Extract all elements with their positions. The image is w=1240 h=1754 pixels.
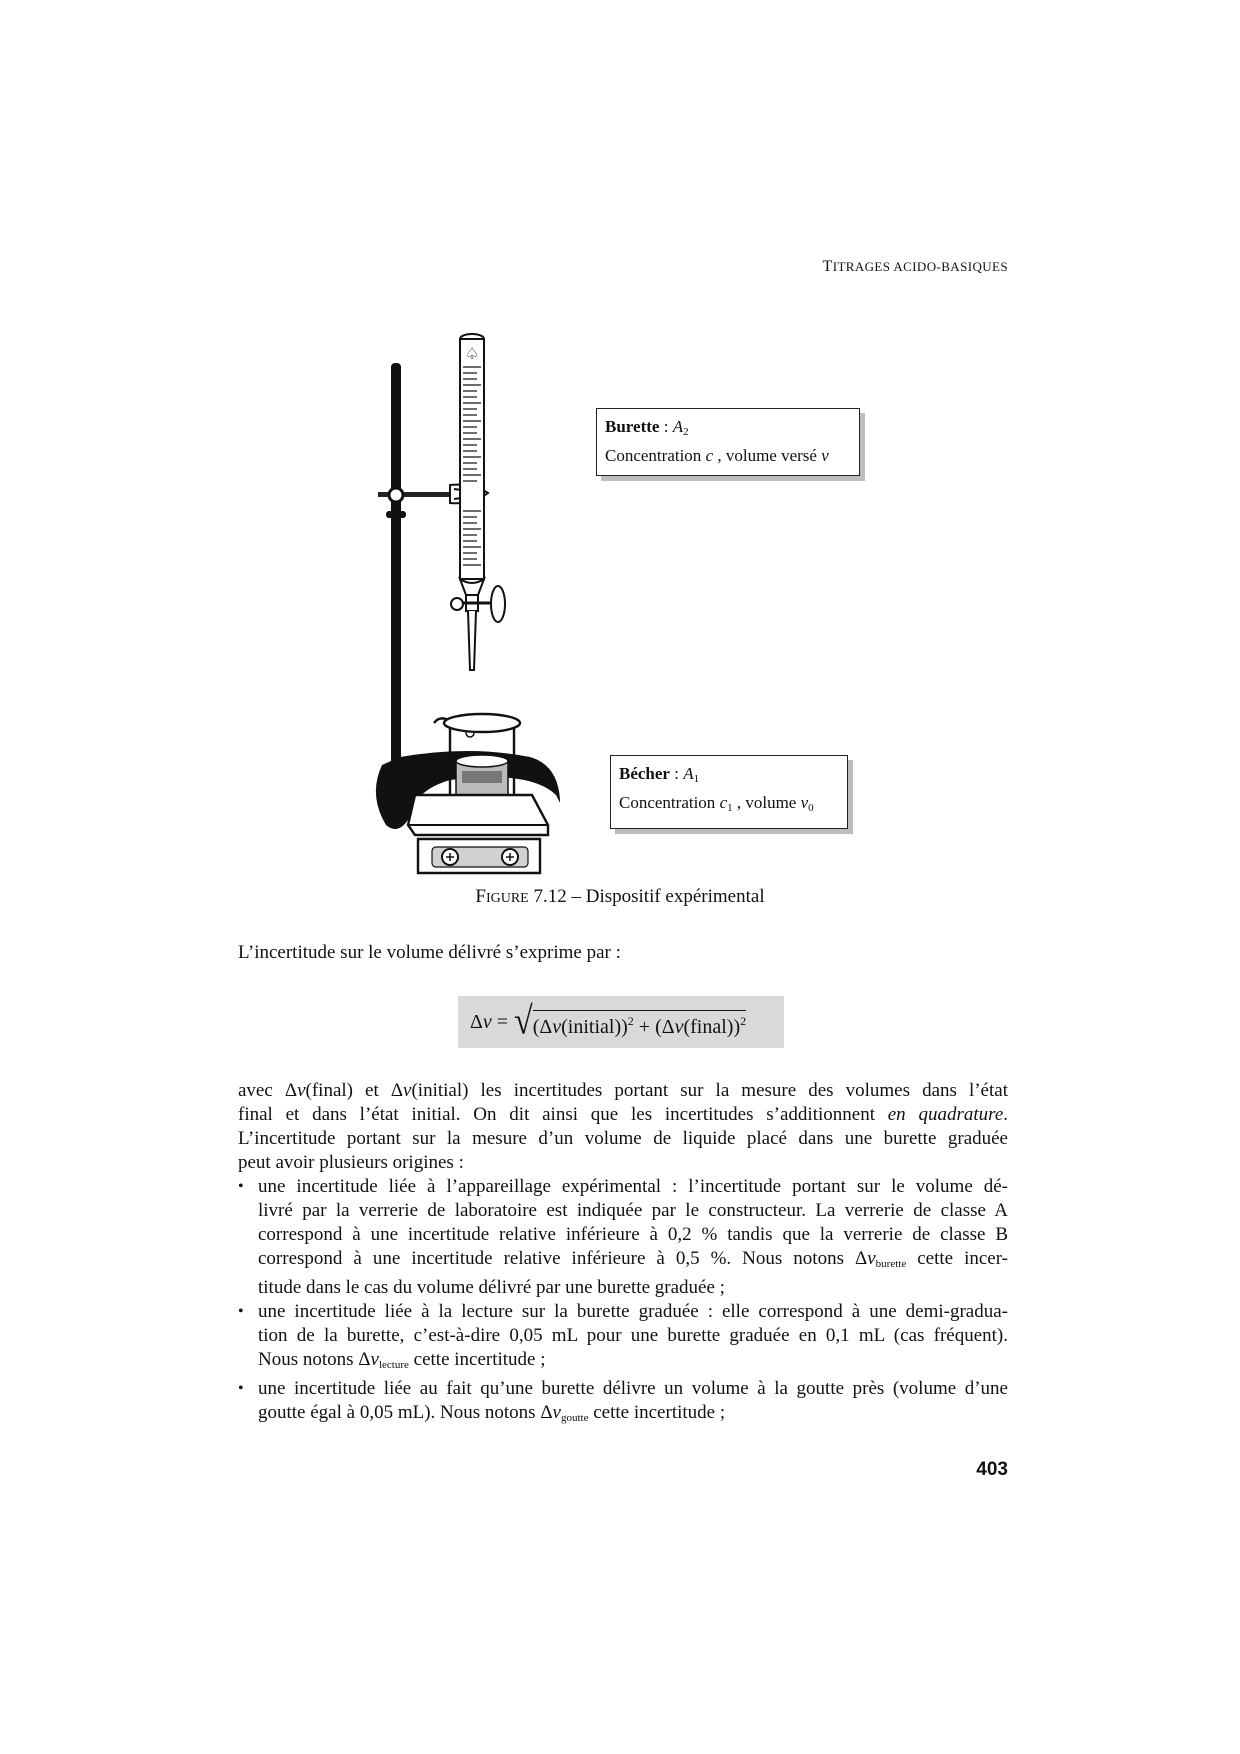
stand-rod	[391, 363, 401, 773]
burette-label-detail: Concentration c , volume versé v	[605, 446, 829, 465]
paragraph-line: avec Δv(final) et Δv(initial) les incertitudes portant sur la mesure des volumes dans l’état	[238, 1080, 1008, 1101]
paragraph-line: L’incertitude portant sur la mesure d’un volume de liquide placé dans une burette graduée	[238, 1128, 1008, 1149]
uncertainty-formula: Δv = √ (Δv(initial))$^2$ + (Δv(final))$^2$	[458, 996, 784, 1048]
uncertainty-sources-list	[238, 1175, 1008, 1430]
running-head-initial: T	[822, 258, 833, 275]
square-root: √ (Δv(initial))$^2$ + (Δv(final))$^2$	[514, 1000, 747, 1043]
list-item: • une incertitude liée à la lecture sur la burette graduée : elle correspond à une demi-gradua- tion de la burette, c’est-à-dire 0,05 mL pour une burette graduée en 0,1 mL (cas fréquent). Nous notons $\Delta v_{lecture}$ cette incertitude ;	[238, 1300, 1008, 1377]
burette	[451, 334, 505, 670]
becher-label-detail: Concentration $c_1$ , volume $v_0$	[619, 793, 814, 814]
running-head	[760, 258, 1008, 276]
figure-caption: FIGURE 7.12 – Dispositif expérimental	[475, 886, 765, 907]
list-item: • une incertitude liée à l’appareillage expérimental : l’incertitude portant sur le volume dé- livré par la verrerie de laboratoire est indiquée par le constructeur. La verrerie de classe A correspond à une incertitude relative inférieure à 0,2 % tandis que la verrerie de classe B correspond à une incertitude relative inférieure à 0,5 %. Nous notons $\Delta v_{burette}$ cette incer- titude dans le cas du volume délivré par une burette graduée ;	[238, 1175, 1008, 1300]
intro-paragraph: L’incertitude sur le volume délivré s’exprime par :	[238, 942, 621, 963]
svg-text:♤: ♤	[464, 344, 480, 363]
burette-label-box	[596, 408, 860, 476]
paragraph-line: peut avoir plusieurs origines :	[238, 1152, 464, 1173]
titration-apparatus-illustration	[360, 325, 560, 885]
becher-label-box	[610, 755, 848, 829]
list-item: • une incertitude liée au fait qu’une burette délivre un volume à la goutte près (volume d’une goutte égal à 0,05 mL). Nous notons $\Delta v_{goutte}$ cette incertitude ;	[238, 1377, 1008, 1430]
burette-label-title: Burette : $A_2$	[605, 417, 689, 438]
page-number: 403	[976, 1459, 1008, 1480]
running-head-text: ITRAGES ACIDO-BASIQUES	[832, 259, 1008, 274]
becher-label-title: Bécher : $A_1$	[619, 764, 700, 785]
magnetic-stirrer	[408, 795, 548, 873]
paragraph-line: final et dans l’état initial. On dit ainsi que les incertitudes s’additionnent en quadrature.	[238, 1104, 1008, 1125]
